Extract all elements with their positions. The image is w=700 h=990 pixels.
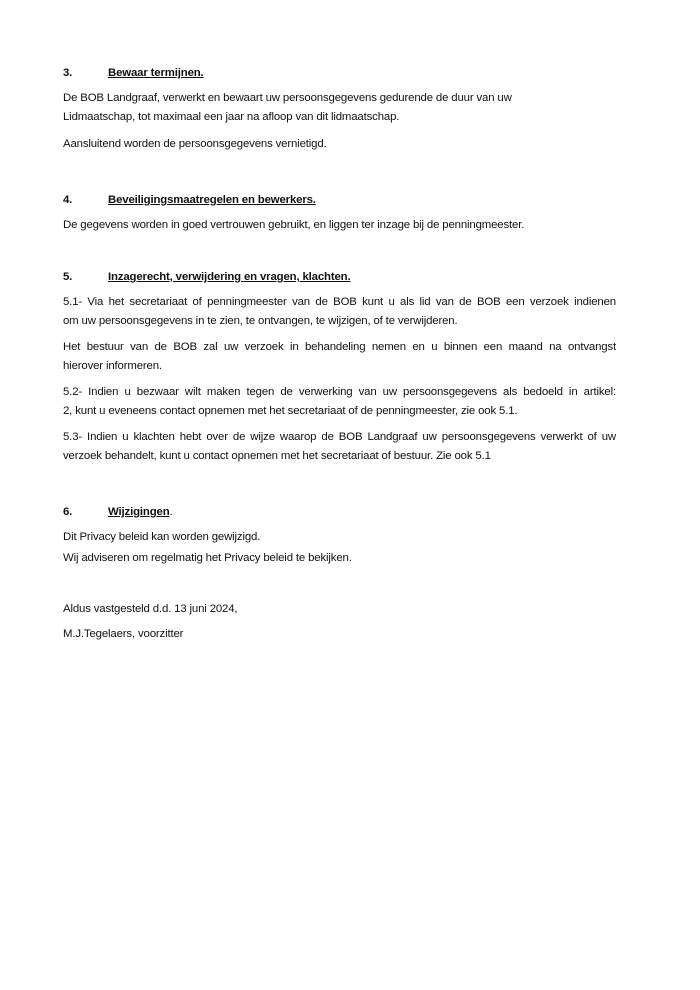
section-title: Inzagerecht, verwijdering en vragen, klachten. xyxy=(108,271,351,283)
paragraph-line: 2, kunt u eveneens contact opnemen met het secretariaat of de penningmeester, zie ook 5.1. xyxy=(63,405,518,417)
paragraph-line: Het bestuur van de BOB zal uw verzoek in behandeling nemen en u binnen een maand na ontvangst xyxy=(63,341,616,353)
section-number: 6. xyxy=(63,506,73,518)
paragraph-line: 5.3- Indien u klachten hebt over de wijze waarop de BOB Landgraaf uw persoonsgegevens verwerkt of uw xyxy=(63,431,616,443)
paragraph-line: Aansluitend worden de persoonsgegevens vernietigd. xyxy=(63,138,327,150)
paragraph-line: 5.2- Indien u bezwaar wilt maken tegen de verwerking van uw persoonsgegevens als bedoeld in artikel: xyxy=(63,386,616,398)
paragraph-line: Lidmaatschap, tot maximaal een jaar na afloop van dit lidmaatschap. xyxy=(63,111,400,123)
paragraph-line: Dit Privacy beleid kan worden gewijzigd. xyxy=(63,531,261,543)
section-6-heading xyxy=(63,505,173,519)
section-title: Bewaar termijnen. xyxy=(108,67,204,79)
paragraph-line: hierover informeren. xyxy=(63,360,162,372)
paragraph-line: De BOB Landgraaf, verwerkt en bewaart uw persoonsgegevens gedurende de duur van uw xyxy=(63,92,512,104)
section-title: Wijzigingen xyxy=(108,506,170,518)
signatory: M.J.Tegelaers, voorzitter xyxy=(63,628,184,640)
paragraph-line: verzoek behandelt, kunt u contact opnemen met het secretariaat of bestuur. Zie ook 5.1 xyxy=(63,450,491,462)
paragraph-line: De gegevens worden in goed vertrouwen gebruikt, en liggen ter inzage bij de penningmeester. xyxy=(63,219,525,231)
section-number: 3. xyxy=(63,67,73,79)
adoption-date: Aldus vastgesteld d.d. 13 juni 2024, xyxy=(63,603,238,615)
section-3-heading xyxy=(63,66,204,80)
section-5-heading xyxy=(63,270,351,284)
paragraph-line: om uw persoonsgegevens in te zien, te ontvangen, te wijzigen, of te verwijderen. xyxy=(63,315,458,327)
section-number: 5. xyxy=(63,271,73,283)
section-title-suffix: . xyxy=(169,506,173,518)
section-number: 4. xyxy=(63,194,73,206)
paragraph-line: 5.1- Via het secretariaat of penningmeester van de BOB kunt u als lid van de BOB een verzoek indienen xyxy=(63,296,616,308)
section-title: Beveiligingsmaatregelen en bewerkers. xyxy=(108,194,316,206)
section-4-heading xyxy=(63,193,316,207)
paragraph-line: Wij adviseren om regelmatig het Privacy beleid te bekijken. xyxy=(63,552,352,564)
